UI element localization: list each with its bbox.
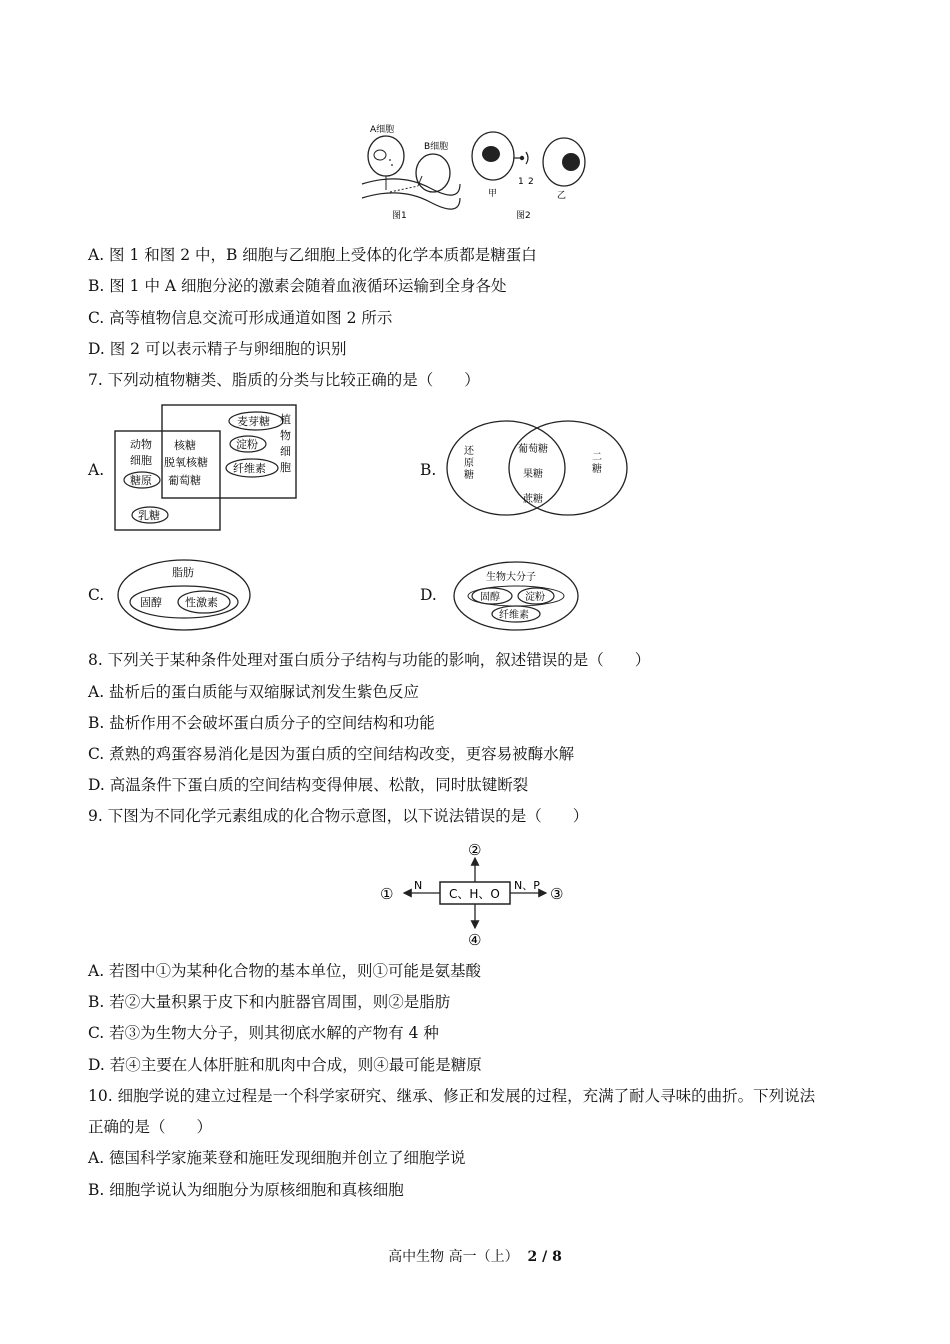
q9-option-c: C. 若③为生物大分子，则其彻底水解的产物有 4 种 — [88, 1024, 439, 1042]
q7-label-c: C. — [88, 586, 105, 604]
yi-cell-nucleus — [562, 153, 580, 171]
maltose-text: 麦芽糖 — [237, 415, 270, 428]
lactose-text: 乳糖 — [138, 509, 160, 522]
reducing-3: 糖 — [464, 470, 474, 481]
plant-label-2: 物 — [280, 429, 291, 442]
glucose-text: 葡萄糖 — [518, 444, 548, 455]
q7-label-b: B. — [420, 461, 437, 479]
q8-option-d: D. 高温条件下蛋白质的空间结构变得伸展、松散，同时肽键断裂 — [88, 776, 529, 794]
plant-label-4: 胞 — [280, 461, 291, 474]
disaccharide-2: 糖 — [592, 464, 602, 475]
compound-2: ② — [468, 841, 482, 859]
fig1-caption: 图1 — [392, 211, 407, 220]
center-glucose: 葡萄糖 — [168, 474, 201, 487]
q7-stem: 7. 下列动植物糖类、脂质的分类与比较正确的是（ ） — [88, 371, 480, 389]
label-n: N — [414, 879, 423, 892]
fig2-caption: 图2 — [516, 211, 531, 220]
q10-option-a: A. 德国科学家施莱登和施旺发现细胞并创立了细胞学说 — [88, 1149, 466, 1167]
q9-option-d: D. 若④主要在人体肝脏和肌肉中合成，则④最可能是糖原 — [88, 1056, 482, 1074]
center-deoxyribose: 脱氧核糖 — [164, 456, 208, 469]
q7-diagram-b — [444, 418, 634, 520]
cho-text: C、H、O — [449, 887, 500, 901]
q8-option-b: B. 盐析作用不会破坏蛋白质分子的空间结构和功能 — [88, 714, 435, 732]
label-np: N、P — [514, 879, 540, 892]
q9-option-b: B. 若②大量积累于皮下和内脏器官周围，则②是脂肪 — [88, 993, 451, 1011]
starch-text: 淀粉 — [236, 438, 258, 451]
q7-diagram-a — [112, 403, 302, 539]
q7-label-d: D. — [420, 586, 437, 604]
q10-option-b: B. 细胞学说认为细胞分为原核细胞和真核细胞 — [88, 1181, 404, 1199]
compound-1: ① — [380, 885, 394, 903]
q9-option-a: A. 若图中①为某种化合物的基本单位，则①可能是氨基酸 — [88, 962, 482, 980]
q7-label-a: A. — [88, 461, 105, 479]
sterol-d-text: 固醇 — [480, 592, 500, 603]
b-cell-label: B细胞 — [424, 142, 449, 152]
compound-3: ③ — [550, 885, 564, 903]
plant-label-1: 植 — [280, 413, 291, 426]
reducing-1: 还 — [464, 446, 474, 457]
a-cell-label: A细胞 — [370, 125, 395, 135]
yi-label: 乙 — [557, 191, 567, 201]
cellulose-d-text: 纤维素 — [499, 610, 529, 621]
jia-label: 甲 — [488, 189, 498, 199]
label-1: 1 — [518, 177, 524, 187]
page-footer — [0, 1246, 950, 1266]
q6-option-c: C. 高等植物信息交流可形成通道如图 2 所示 — [88, 309, 393, 327]
jia-cell-nucleus — [482, 146, 500, 162]
footer-subject: 高中生物 高一（上） — [388, 1249, 519, 1265]
q6-option-d: D. 图 2 可以表示精子与卵细胞的识别 — [88, 340, 347, 358]
starch-d-text: 淀粉 — [525, 592, 545, 603]
disaccharide-1: 二 — [592, 452, 602, 463]
macromolecule-text: 生物大分子 — [486, 572, 536, 583]
fat-text: 脂肪 — [172, 566, 194, 579]
fructose-text: 果糖 — [523, 469, 543, 480]
figure-q6-cell-communication — [360, 124, 600, 220]
signal-molecule — [520, 156, 524, 160]
center-ribose: 核糖 — [174, 439, 196, 452]
sex-hormone-text: 性激素 — [185, 596, 218, 609]
q6-option-b: B. 图 1 中 A 细胞分泌的激素会随着血液循环运输到全身各处 — [88, 277, 507, 295]
cellulose-text: 纤维素 — [233, 462, 266, 475]
q8-stem: 8. 下列关于某种条件处理对蛋白质分子结构与功能的影响，叙述错误的是（ ） — [88, 651, 651, 669]
animal-label-2: 细胞 — [130, 454, 152, 467]
q8-option-c: C. 煮熟的鸡蛋容易消化是因为蛋白质的空间结构改变，更容易被酶水解 — [88, 745, 575, 763]
label-2: 2 — [528, 177, 534, 187]
q6-option-a: A. 图 1 和图 2 中，B 细胞与乙细胞上受体的化学本质都是糖蛋白 — [88, 246, 537, 264]
page-number: 2 / 8 — [527, 1249, 562, 1265]
q9-element-diagram — [378, 840, 574, 950]
q9-stem: 9. 下图为不同化学元素组成的化合物示意图，以下说法错误的是（ ） — [88, 807, 589, 825]
q7-diagram-c — [114, 556, 256, 634]
compound-4: ④ — [468, 931, 482, 949]
blood-vessel-bottom — [362, 193, 460, 209]
q10-stem-line1: 10. 细胞学说的建立过程是一个科学家研究、继承、修正和发展的过程，充满了耐人寻味的曲折。下列说法 — [88, 1087, 816, 1105]
animal-label-1: 动物 — [130, 438, 152, 451]
sterol-text: 固醇 — [140, 596, 162, 609]
glycogen-text: 糖原 — [130, 474, 152, 487]
q7-diagram-d — [450, 558, 584, 634]
q8-option-a: A. 盐析后的蛋白质能与双缩脲试剂发生紫色反应 — [88, 683, 420, 701]
plant-label-3: 细 — [280, 445, 291, 458]
q10-stem-line2: 正确的是（ ） — [88, 1118, 213, 1136]
reducing-2: 原 — [464, 458, 474, 469]
a-cell-nucleus — [374, 150, 386, 160]
sucrose-text: 蔗糖 — [523, 494, 543, 505]
receptor — [526, 152, 528, 164]
b-cell-outline — [416, 154, 450, 192]
